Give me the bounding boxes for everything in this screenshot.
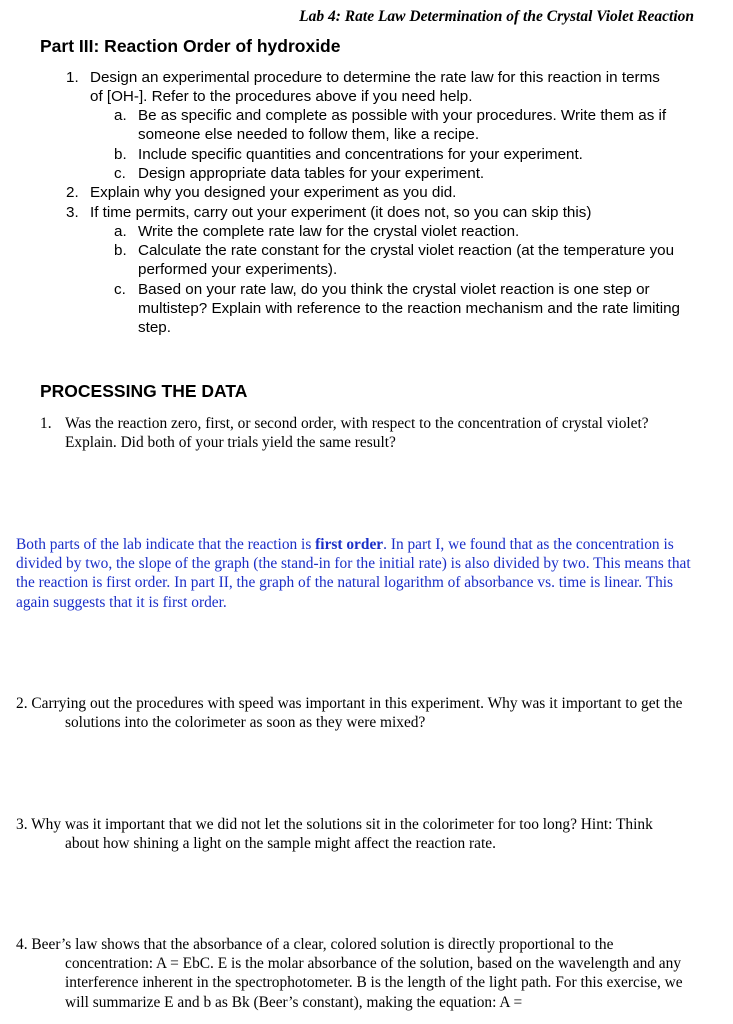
processing-heading: PROCESSING THE DATA	[40, 381, 248, 401]
question-1: 1. Was the reaction zero, first, or second order, with respect to the concentration of crystal violet? Explain. Did both of your trials yield the same result?	[40, 414, 700, 452]
list-item-text: Be as specific and complete as possible with your procedures. Write them as if someone else needed to follow them, like a recipe.	[138, 107, 667, 144]
answer-1: Both parts of the lab indicate that the reaction is first order. In part I, we found that as the concentration is divided by two, the slope of the graph (the stand-in for the initial rate) is also divided by two. This means that the reaction is first order. In part II, the graph of the natural logarithm of absorbance vs. time is linear. This again suggests that it is first order.	[16, 536, 691, 611]
question-3: 3. Why was it important that we did not let the solutions sit in the colorimeter for too long? Hint: Think about how shining a light on the sample might affect the reaction rate.	[16, 816, 653, 853]
part3-heading: Part III: Reaction Order of hydroxide	[40, 36, 341, 56]
list-item: 1. Design an experimental procedure to determine the rate law for this reaction in terms of [OH-]. Refer to the procedures above if you need help.	[66, 68, 666, 106]
list-item-text: Write the complete rate law for the crystal violet reaction.	[138, 223, 520, 240]
list-item: b. Include specific quantities and concentrations for your experiment.	[114, 145, 684, 164]
answer-1-emphasis: first order	[315, 536, 384, 553]
question-2: 2. Carrying out the procedures with speed was important in this experiment. Why was it important to get the solutions into the colorimeter as soon as they were mixed?	[16, 695, 683, 732]
list-item: 3. If time permits, carry out your experiment (it does not, so you can skip this)	[66, 203, 706, 222]
list-item-text: Explain why you designed your experiment as you did.	[90, 184, 457, 201]
list-item-text: Include specific quantities and concentrations for your experiment.	[138, 146, 583, 163]
list-item-text: Calculate the rate constant for the crystal violet reaction (at the temperature you performed your experiments).	[138, 242, 675, 279]
list-item-text: Design appropriate data tables for your experiment.	[138, 165, 485, 182]
list-item: c. Based on your rate law, do you think the crystal violet reaction is one step or multistep? Explain with reference to the reaction mechanism and the rate limiting step.	[114, 280, 694, 338]
list-item: a. Write the complete rate law for the crystal violet reaction.	[114, 222, 694, 241]
question-1-text: Was the reaction zero, first, or second order, with respect to the concentration of crystal violet? Explain. Did both of your trials yield the same result?	[65, 415, 649, 452]
lab-header: Lab 4: Rate Law Determination of the Crystal Violet Reaction	[299, 8, 694, 25]
list-item-text: If time permits, carry out your experiment (it does not, so you can skip this)	[90, 204, 592, 221]
list-item: a. Be as specific and complete as possible with your procedures. Write them as if someone else needed to follow them, like a recipe.	[114, 106, 684, 144]
list-item-text: Based on your rate law, do you think the crystal violet reaction is one step or multistep? Explain with reference to the reaction mechanism and the rate limiting step.	[138, 281, 680, 337]
question-4: 4. Beer’s law shows that the absorbance of a clear, colored solution is directly proportional to the concentration: A = EbC. E is the molar absorbance of the solution, based on the wavelength and any interference inherent in the spectrophotometer. B is the length of the light path. For this exercise, we will summarize E and b as Bk (Beer’s constant), making the equation: A =	[16, 936, 683, 1011]
list-item: b. Calculate the rate constant for the crystal violet reaction (at the temperature you performed your experiments).	[114, 241, 694, 279]
list-item-text: Design an experimental procedure to determine the rate law for this reaction in terms of [OH-]. Refer to the procedures above if you need help.	[90, 69, 660, 106]
list-item: c. Design appropriate data tables for your experiment.	[114, 164, 684, 183]
list-item: 2. Explain why you designed your experiment as you did.	[66, 183, 686, 202]
